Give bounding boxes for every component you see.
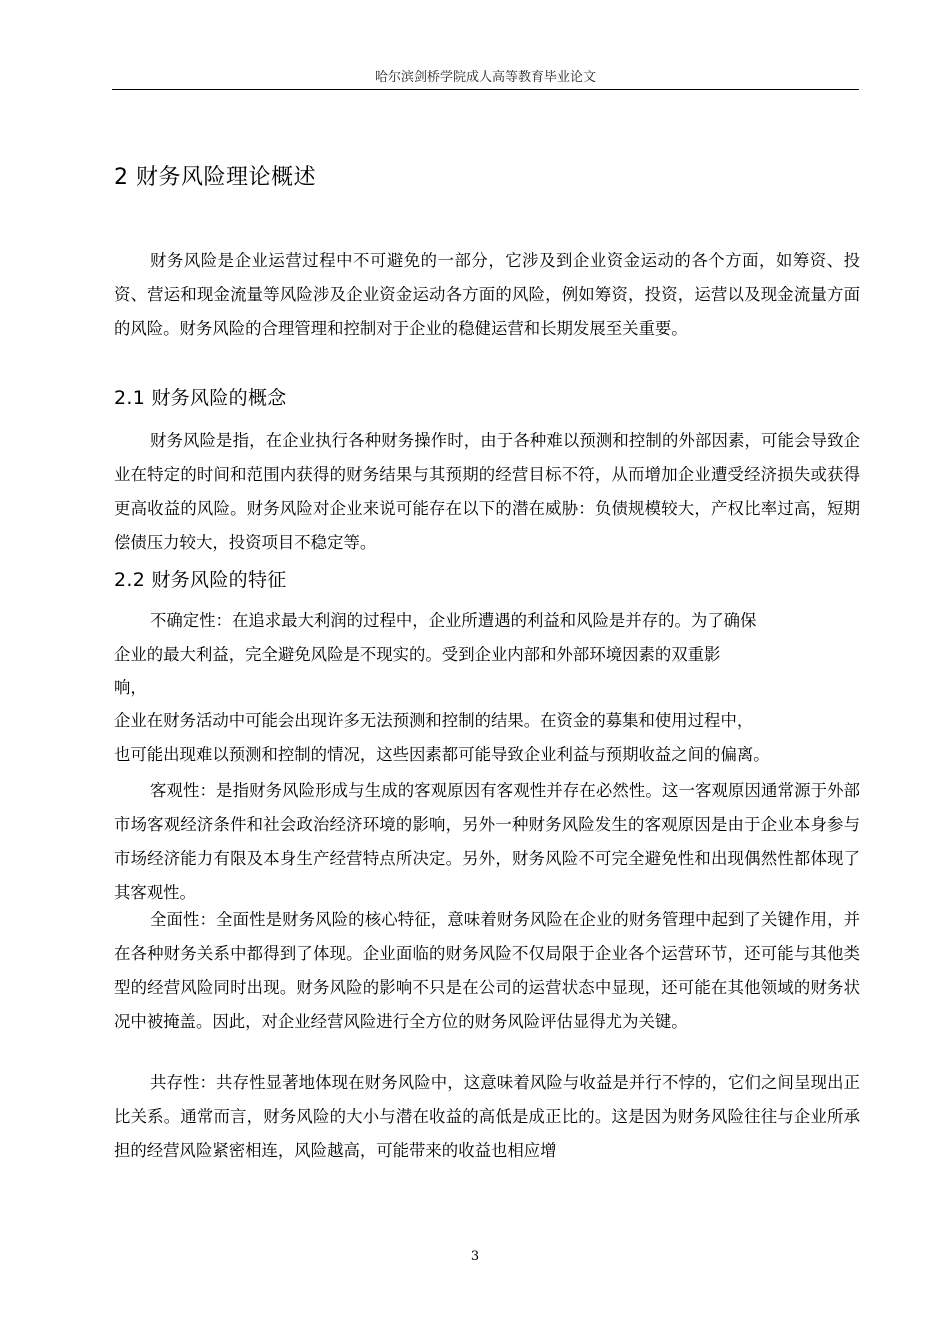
uncertainty-line-4: 企业在财务活动中可能会出现许多无法预测和控制的结果。在资金的募集和使用过程中， — [114, 711, 754, 730]
objectivity-paragraph: 客观性：是指财务风险形成与生成的客观原因有客观性并存在必然性。这一客观原因通常源于外部市场客观经济条件和社会政治经济环境的影响，另外一种财务风险发生的客观原因是由于企业本身参与市场经济能力有限及本身生产经营特点所决定。另外，财务风险不可完全避免性和出现偶然性都体现了其客观性。 — [114, 781, 860, 902]
section-heading-2-1: 2.1 财务风险的概念 — [114, 387, 287, 409]
uncertainty-line-1: 不确定性：在追求最大利润的过程中，企业所遭遇的利益和风险是并存的。为了确保 — [150, 611, 757, 630]
concept-paragraph: 财务风险是指，在企业执行各种财务操作时，由于各种难以预测和控制的外部因素，可能会导致企业在特定的时间和范围内获得的财务结果与其预期的经营目标不符，从而增加企业遭受经济损失或获得更高收益的风险。财务风险对企业来说可能存在以下的潜在威胁：负债规模较大，产权比率过高，短期偿债压力较大，投资项目不稳定等。 — [114, 431, 860, 552]
uncertainty-line-5: 也可能出现难以预测和控制的情况，这些因素都可能导致企业利益与预期收益之间的偏离。 — [114, 745, 770, 764]
chapter-heading: 2 财务风险理论概述 — [114, 165, 316, 190]
header-divider — [112, 89, 859, 90]
page-number: 3 — [470, 1249, 480, 1264]
uncertainty-line-3: 响， — [114, 678, 147, 697]
coexistence-paragraph: 共存性：共存性显著地体现在财务风险中，这意味着风险与收益是并行不悖的，它们之间呈现出正比关系。通常而言，财务风险的大小与潜在收益的高低是成正比的。这是因为财务风险往往与企业所承担的经营风险紧密相连，风险越高，可能带来的收益也相应增 — [114, 1073, 860, 1160]
uncertainty-line-2: 企业的最大利益，完全避免风险是不现实的。受到企业内部和外部环境因素的双重影 — [114, 645, 721, 664]
running-header: 哈尔滨剑桥学院成人高等教育毕业论文 — [374, 70, 596, 85]
section-heading-2-2: 2.2 财务风险的特征 — [114, 569, 287, 591]
intro-paragraph: 财务风险是企业运营过程中不可避免的一部分，它涉及到企业资金运动的各个方面，如筹资、投资、营运和现金流量等风险涉及企业资金运动各方面的风险，例如筹资，投资，运营以及现金流量方面的风险。财务风险的合理管理和控制对于企业的稳健运营和长期发展至关重要。 — [114, 251, 860, 338]
comprehensiveness-paragraph: 全面性：全面性是财务风险的核心特征，意味着财务风险在企业的财务管理中起到了关键作用，并在各种财务关系中都得到了体现。企业面临的财务风险不仅局限于企业各个运营环节，还可能与其他类型的经营风险同时出现。财务风险的影响不只是在公司的运营状态中显现，还可能在其他领域的财务状况中被掩盖。因此，对企业经营风险进行全方位的财务风险评估显得尤为关键。 — [114, 910, 860, 1031]
